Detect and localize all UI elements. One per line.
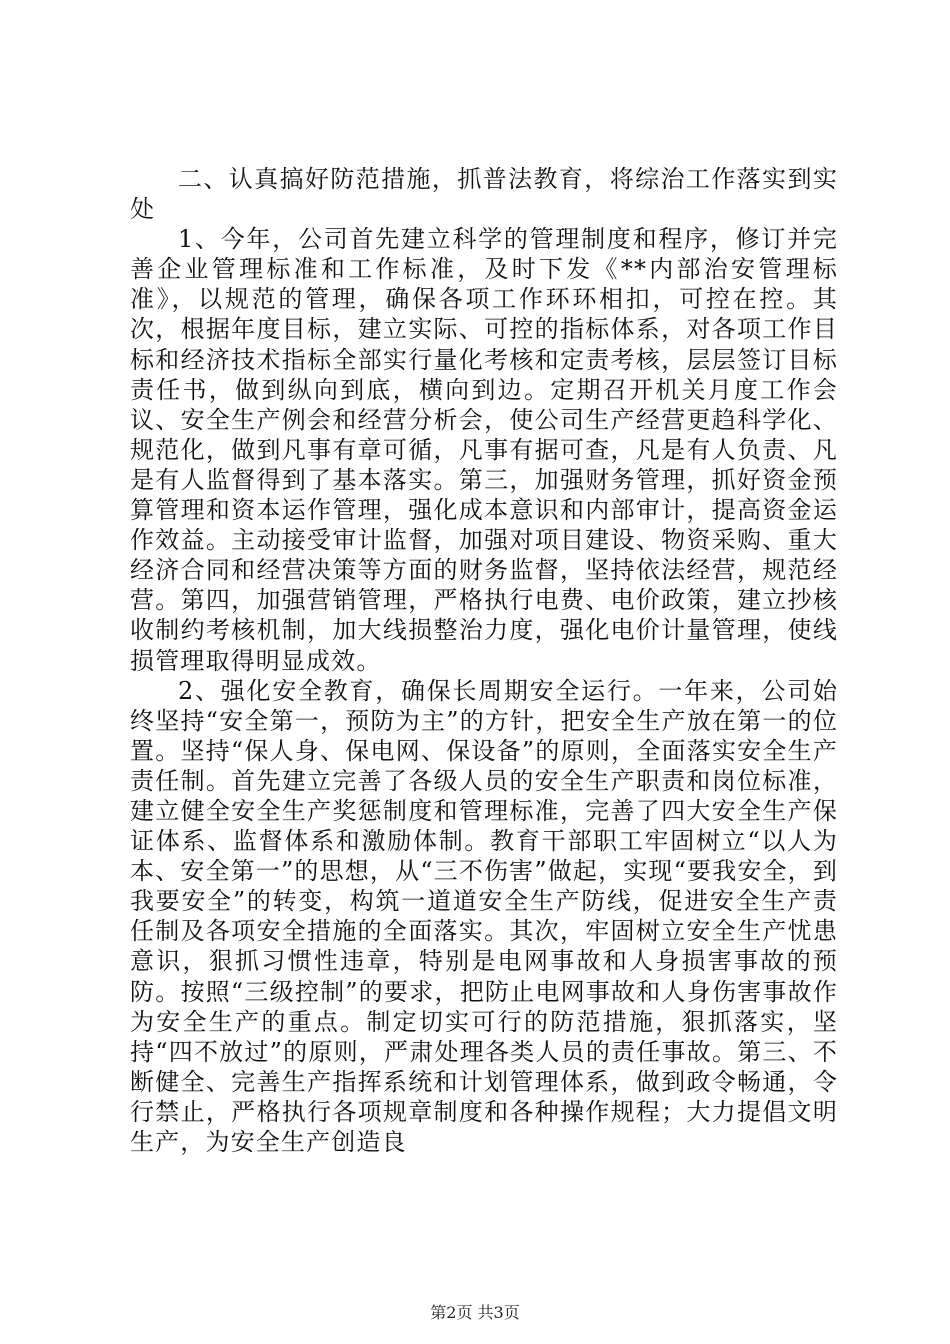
paragraph-1: 1、今年，公司首先建立科学的管理制度和程序，修订并完善企业管理标准和工作标准，及时下发《**内部治安管理标准》，以规范的管理，确保各项工作环环相扣，可控在控。其次，根据年度目标，建立实际、可控的指标体系，对各项工作目标和经济技术指标全部实行量化考核和定责考核，层层签订目标责任书，做到纵向到底，横向到边。定期召开机关月度工作会议、安全生产例会和经营分析会，使公司生产经营更趋科学化、规范化，做到凡事有章可循，凡事有据可查，凡是有人负责、凡是有人监督得到了基本落实。第三，加强财务管理，抓好资金预算管理和资本运作管理，强化成本意识和内部审计，提高资金运作效益。主动接受审计监督，加强对项目建设、物资采购、重大经济合同和经营决策等方面的财务监督，坚持依法经营，规范经营。第四，加强营销管理，严格执行电费、电价政策，建立抄核收制约考核机制，加大线损整治力度，强化电价计量管理，使线损管理取得明显成效。 (130, 225, 838, 675)
paragraph-2: 2、强化安全教育，确保长周期安全运行。一年来，公司始终坚持“安全第一，预防为主”的方针，把安全生产放在第一的位置。坚持“保人身、保电网、保设备”的原则，全面落实安全生产责任制。首先建立完善了各级人员的安全生产职责和岗位标准，建立健全安全生产奖惩制度和管理标准，完善了四大安全生产保证体系、监督体系和激励体制。教育干部职工牢固树立“以人为本、安全第一”的思想，从“三不伤害”做起，实现“要我安全，到我要安全”的转变，构筑一道道安全生产防线，促进安全生产责任制及各项安全措施的全面落实。其次，牢固树立安全生产忧患意识，狠抓习惯性违章，特别是电网事故和人身损害事故的预防。按照“三级控制”的要求，把防止电网事故和人身伤害事故作为安全生产的重点。制定切实可行的防范措施，狠抓落实，坚持“四不放过”的原则，严肃处理各类人员的责任事故。第三、不断健全、完善生产指挥系统和计划管理体系，做到政令畅通，令行禁止，严格执行各项规章制度和各种操作规程；大力提倡文明生产，为安全生产创造良 (130, 676, 838, 1156)
document-body (130, 164, 838, 1157)
section-heading: 二、认真搞好防范措施，抓普法教育，将综治工作落实到实处 (130, 165, 838, 224)
page-footer: 第2页 共3页 (430, 1303, 520, 1322)
